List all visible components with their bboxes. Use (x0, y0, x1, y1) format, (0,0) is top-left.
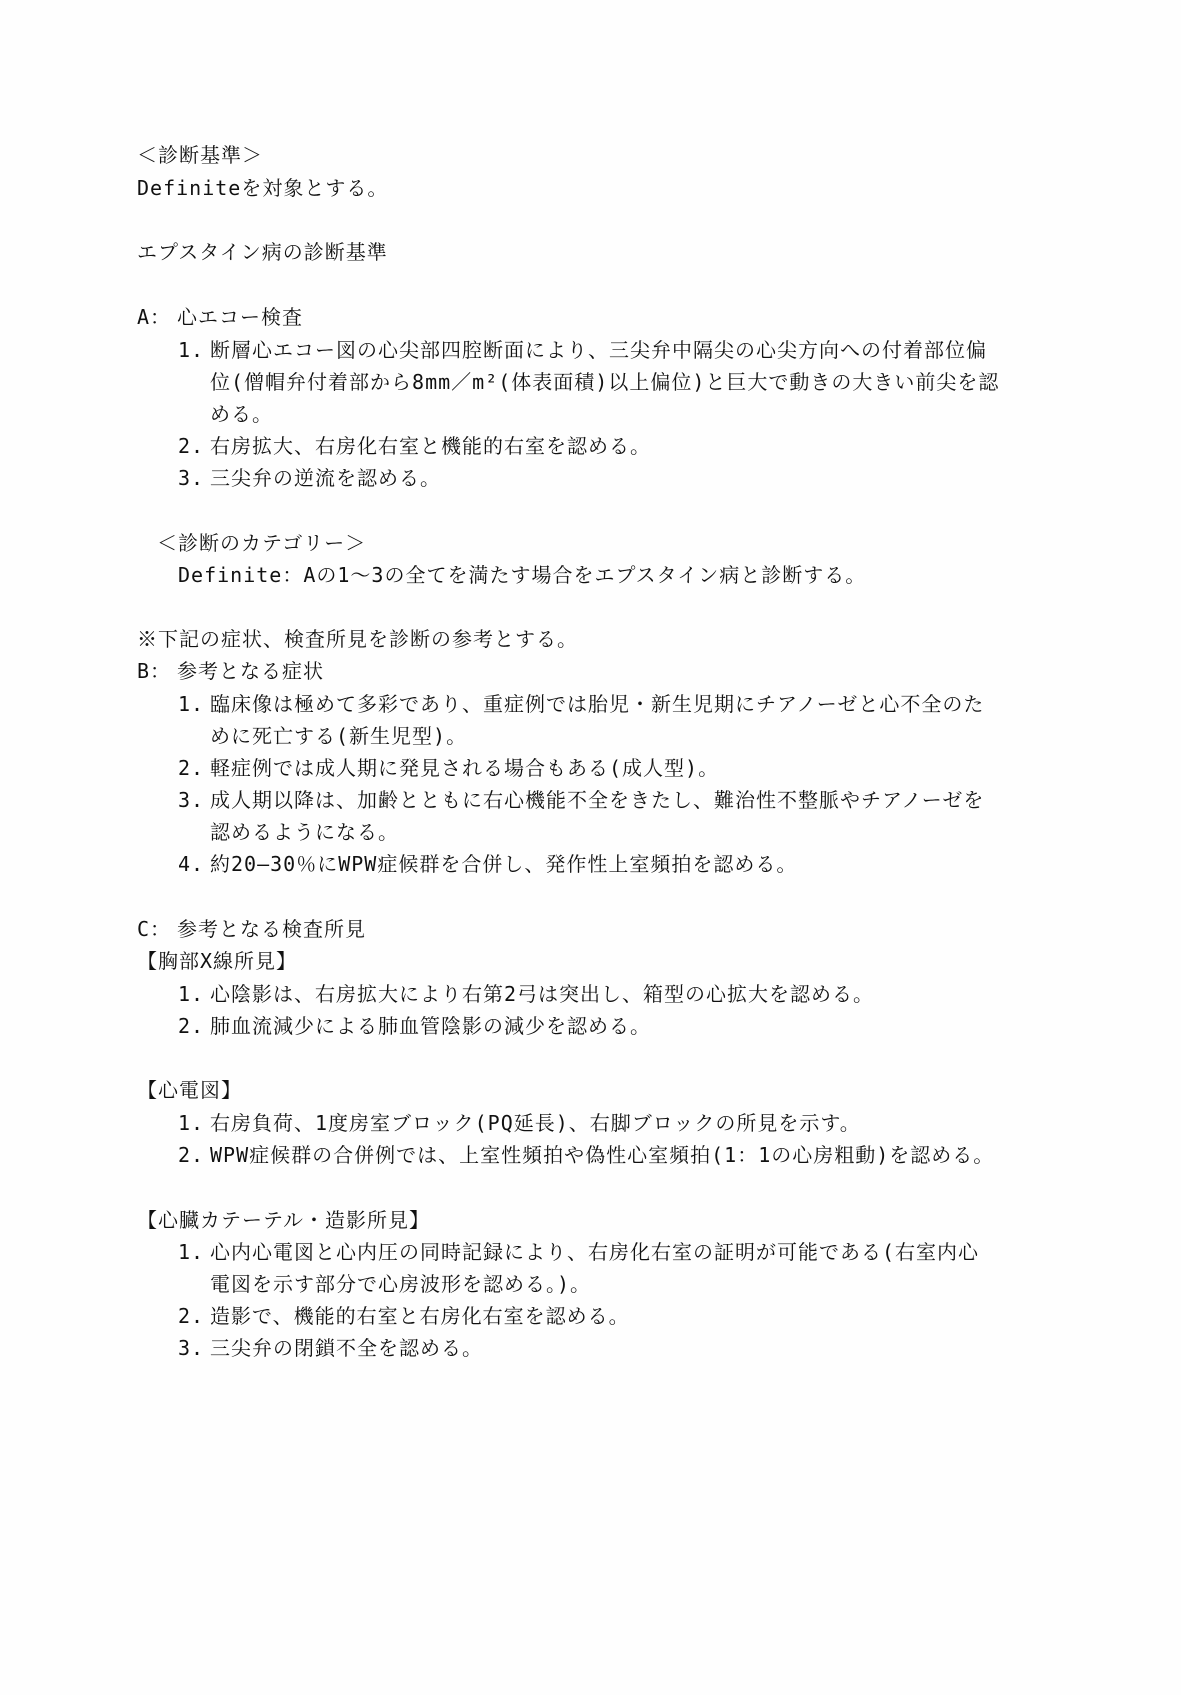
ecg-item-2 (178, 1142, 994, 1168)
section-a-item-3 (178, 465, 441, 491)
cath-item-3 (178, 1335, 483, 1361)
item-text: 肺血流減少による肺血管陰影の減少を認める。 (210, 1014, 651, 1038)
item-text: 三尖弁の閉鎖不全を認める。 (210, 1336, 483, 1360)
section-b-title: 参考となる症状 (177, 659, 324, 683)
item-text: 断層心エコー図の心尖部四腔断面により、三尖弁中隔尖の心尖方向への付着部位偏 (210, 338, 987, 362)
section-a-label: A： (137, 305, 172, 329)
criteria-heading: ＜診断基準＞ (137, 143, 263, 167)
section-a-item-1 (178, 337, 987, 363)
reference-note: ※下記の症状、検査所見を診断の参考とする。 (137, 627, 578, 651)
item-number: 1. (178, 338, 205, 362)
ecg-heading: 【心電図】 (137, 1078, 242, 1102)
cath-item-1 (178, 1239, 979, 1265)
item-text: 心陰影は、右房拡大により右第2弓は突出し、箱型の心拡大を認める。 (210, 982, 875, 1006)
section-b-label: B： (137, 659, 172, 683)
item-text: 臨床像は極めて多彩であり、重症例では胎児・新生児期にチアノーゼと心不全のた (210, 692, 985, 716)
item-text: 三尖弁の逆流を認める。 (210, 466, 441, 490)
section-a-heading (137, 304, 303, 330)
section-b-item-4 (178, 851, 797, 877)
scope-statement: Definiteを対象とする。 (137, 176, 389, 200)
item-number: 2. (178, 434, 205, 458)
section-b-heading (137, 658, 324, 684)
item-number: 1. (178, 1111, 205, 1135)
section-a-title: 心エコー検査 (177, 305, 303, 329)
section-c-heading (137, 916, 366, 942)
item-number: 4. (178, 852, 205, 876)
section-a-item-2 (178, 433, 651, 459)
section-b-item-1 (178, 691, 984, 717)
item-number: 3. (178, 788, 205, 812)
cath-item-1-cont: 電図を示す部分で心房波形を認める。)。 (210, 1272, 592, 1296)
category-definite: Definite：Aの1～3の全てを満たす場合をエプスタイン病と診断する。 (178, 563, 867, 587)
item-text: 造影で、機能的右室と右房化右室を認める。 (210, 1304, 630, 1328)
item-number: 2. (178, 1304, 205, 1328)
item-text: 成人期以降は、加齢とともに右心機能不全をきたし、難治性不整脈やチアノーゼを (210, 788, 985, 812)
section-c-title: 参考となる検査所見 (177, 917, 366, 941)
item-text: 心内心電図と心内圧の同時記録により、右房化右室の証明が可能である(右室内心 (210, 1240, 980, 1264)
item-text: 右房拡大、右房化右室と機能的右室を認める。 (210, 434, 651, 458)
document-title: エプスタイン病の診断基準 (137, 240, 388, 264)
item-number: 1. (178, 692, 205, 716)
section-b-item-2 (178, 755, 719, 781)
cath-item-2 (178, 1303, 630, 1329)
section-b-item-3-cont: 認めるようになる。 (210, 820, 399, 844)
xray-heading: 【胸部X線所見】 (137, 949, 298, 973)
item-number: 2. (178, 1014, 205, 1038)
section-c-label: C： (137, 917, 172, 941)
ecg-item-1 (178, 1110, 861, 1136)
section-b-item-1-cont: めに死亡する(新生児型)。 (210, 724, 468, 748)
item-text: 約20―30％にWPW症候群を合併し、発作性上室頻拍を認める。 (210, 852, 798, 876)
cath-heading: 【心臓カテーテル・造影所見】 (137, 1208, 430, 1232)
item-number: 2. (178, 756, 205, 780)
xray-item-2 (178, 1013, 651, 1039)
item-number: 1. (178, 1240, 205, 1264)
item-text: 右房負荷、1度房室ブロック(PQ延長)、右脚ブロックの所見を示す。 (210, 1111, 861, 1135)
item-text: 軽症例では成人期に発見される場合もある(成人型)。 (210, 756, 720, 780)
category-heading: ＜診断のカテゴリー＞ (157, 531, 367, 555)
item-number: 2. (178, 1143, 205, 1167)
item-number: 3. (178, 466, 205, 490)
section-a-item-1-cont: 位(僧帽弁付着部から8mm／m²(体表面積)以上偏位)と巨大で動きの大きい前尖を認 (210, 370, 1000, 394)
item-number: 1. (178, 982, 205, 1006)
section-b-item-3 (178, 787, 984, 813)
section-a-item-1-cont: める。 (210, 402, 273, 426)
item-text: WPW症候群の合併例では、上室性頻拍や偽性心室頻拍(1：1の心房粗動)を認める。 (210, 1143, 995, 1167)
item-number: 3. (178, 1336, 205, 1360)
xray-item-1 (178, 981, 874, 1007)
